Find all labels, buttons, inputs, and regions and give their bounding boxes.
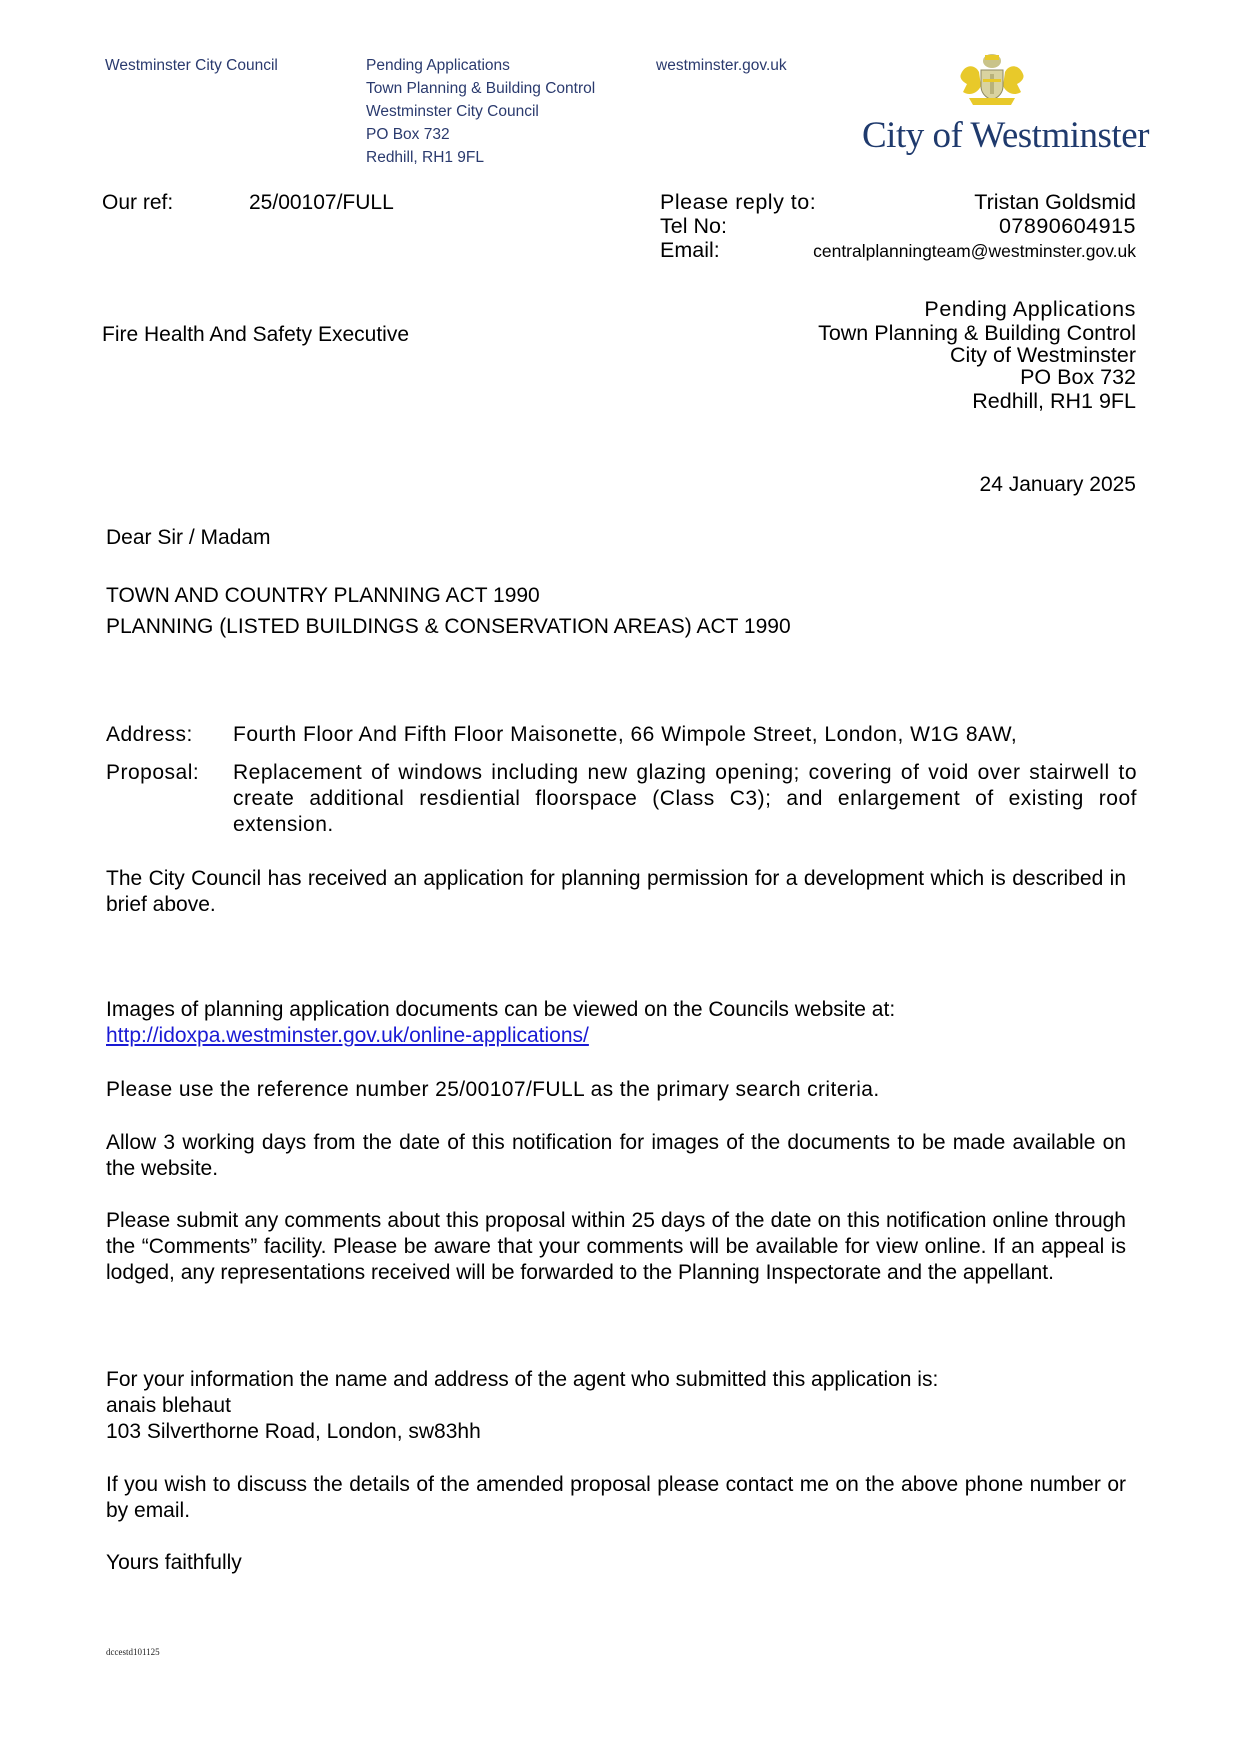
agent-address: 103 Silverthorne Road, London, sw83hh xyxy=(106,1420,481,1443)
letterhead-address-line: Westminster City Council xyxy=(366,103,539,120)
images-intro: Images of planning application documents can be viewed on the Councils website at: xyxy=(106,998,896,1021)
tel-value: 07890604915 xyxy=(998,214,1136,238)
email-label: Email: xyxy=(660,238,720,262)
address-label: Address: xyxy=(106,723,193,746)
proposal-value: Replacement of windows including new glazing opening; covering of void over stairwell to create additional resdiential floorspace (Class C3); and enlargement of existing roof extension. xyxy=(233,761,1137,836)
return-address xyxy=(700,296,1136,414)
reference-use-paragraph: Please use the reference number 25/00107/FULL as the primary search criteria. xyxy=(106,1078,880,1101)
closing: Yours faithfully xyxy=(106,1551,242,1574)
letterhead-address-line: Redhill, RH1 9FL xyxy=(366,149,485,166)
letterhead-address-line: PO Box 732 xyxy=(366,126,450,143)
comments-paragraph: Please submit any comments about this proposal within 25 days of the date on this notification online through the “Comments” facility. Please be aware that your comments will be available for view online. If an appeal is lodged, any representations received will be forwarded to the Planning Inspectorate and the appellant. xyxy=(106,1209,1126,1284)
address-value: Fourth Floor And Fifth Floor Maisonette, 66 Wimpole Street, London, W1G 8AW, xyxy=(233,723,1018,746)
reply-name: Tristan Goldsmid xyxy=(974,190,1136,214)
reference-label: Our ref: xyxy=(102,191,174,214)
tel-label: Tel No: xyxy=(660,214,727,238)
letterhead-address-line: Pending Applications xyxy=(366,57,510,74)
email-value[interactable]: centralplanningteam@westminster.gov.uk xyxy=(813,241,1136,261)
act-line: TOWN AND COUNTRY PLANNING ACT 1990 xyxy=(106,584,540,607)
footer-code: dccestd101125 xyxy=(106,1647,160,1657)
return-address-line: Pending Applications xyxy=(924,297,1136,321)
reply-block xyxy=(660,190,1136,263)
letterhead-address xyxy=(366,54,595,169)
return-address-line: Town Planning & Building Control xyxy=(818,321,1136,345)
proposal-label: Proposal: xyxy=(106,761,200,784)
acts-heading xyxy=(106,580,791,642)
logo-text: City of Westminster xyxy=(862,115,1149,156)
online-applications-link[interactable]: http://idoxpa.westminster.gov.uk/online-applications/ xyxy=(106,1024,589,1047)
salutation: Dear Sir / Madam xyxy=(106,526,271,549)
received-paragraph: The City Council has received an application for planning permission for a development which is described in brief above. xyxy=(106,867,1126,916)
act-line: PLANNING (LISTED BUILDINGS & CONSERVATION AREAS) ACT 1990 xyxy=(106,615,791,638)
letter-date: 24 January 2025 xyxy=(979,473,1136,496)
coat-of-arms-icon xyxy=(955,52,1029,108)
letterhead-website: westminster.gov.uk xyxy=(656,57,787,74)
return-address-line: Redhill, RH1 9FL xyxy=(972,389,1136,413)
letterhead-org-name: Westminster City Council xyxy=(105,57,278,74)
return-address-line: City of Westminster xyxy=(950,343,1136,367)
return-address-line: PO Box 732 xyxy=(1020,365,1136,389)
reply-label: Please reply to: xyxy=(660,190,817,214)
agent-name: anais blehaut xyxy=(106,1394,231,1417)
discuss-paragraph: If you wish to discuss the details of the amended proposal please contact me on the above phone number or by email. xyxy=(106,1473,1126,1522)
reference-value: 25/00107/FULL xyxy=(249,191,394,214)
allow-days-paragraph: Allow 3 working days from the date of this notification for images of the documents to be made available on the website. xyxy=(106,1131,1126,1180)
agent-intro: For your information the name and address of the agent who submitted this application is: xyxy=(106,1368,939,1391)
letterhead-address-line: Town Planning & Building Control xyxy=(366,80,596,97)
recipient-name: Fire Health And Safety Executive xyxy=(102,323,409,346)
